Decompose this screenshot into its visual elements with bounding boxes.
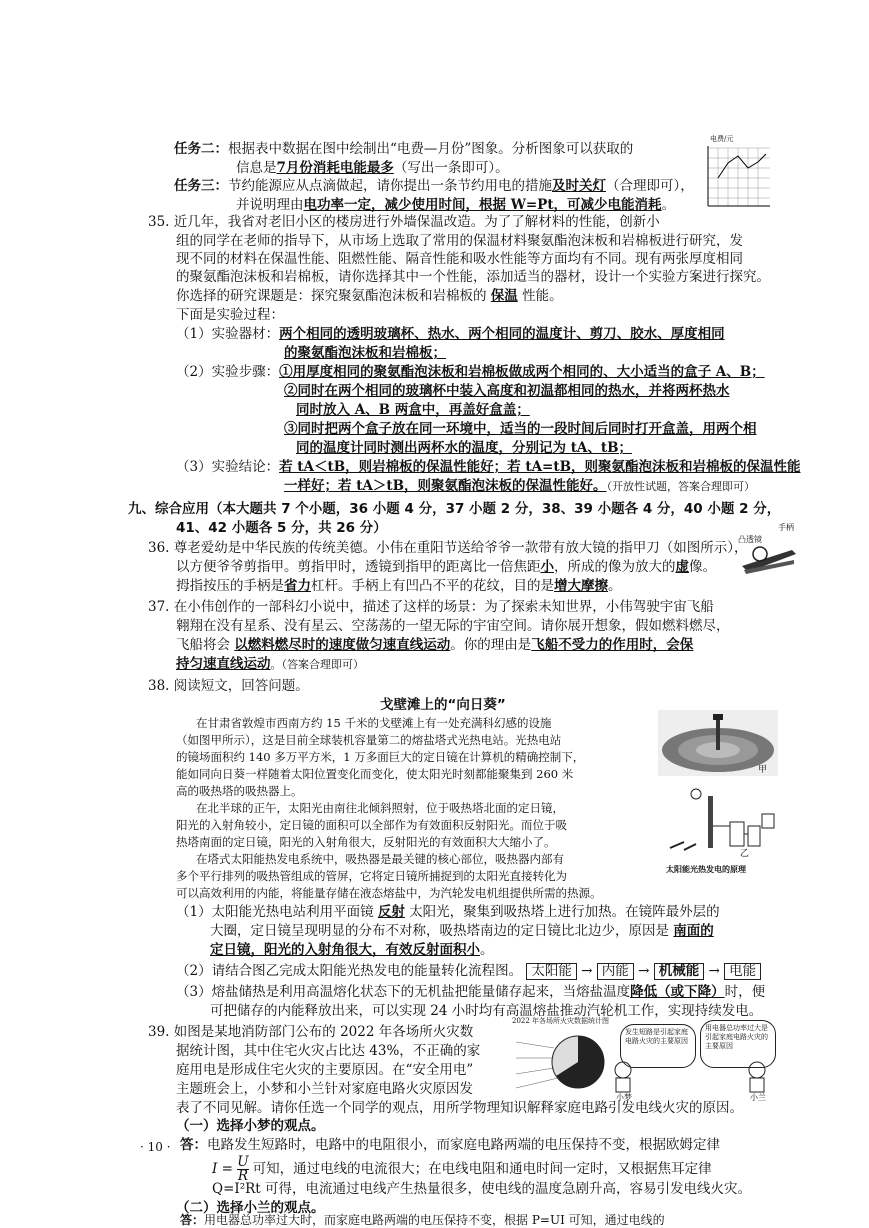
task2-text: 根据表中数据在图中绘制出“电费—月份”图象。分析图象可以获取的 bbox=[228, 141, 634, 157]
q38-article-line7: 阳光的入射角较小，定日镜的面积可以全部作为有效面积反射阳光。而位于吸 bbox=[176, 818, 567, 832]
q38-a1-end: 。 bbox=[480, 942, 494, 958]
page-number: · 10 · bbox=[140, 1140, 171, 1154]
q38-a3-text: （3）熔盐储热是利用高温熔化状态下的无机盐把能量储存起来，当熔盐温度 bbox=[176, 984, 631, 1000]
solar-thermal-icon bbox=[660, 786, 776, 866]
q35-p3-line2 bbox=[284, 477, 755, 496]
q38-number: 38. bbox=[148, 678, 170, 694]
q37-answer2: 飞船不受力的作用时，会保 bbox=[531, 637, 694, 653]
q35-p1-label: （1）实验器材： bbox=[176, 326, 280, 342]
fig-tag-a: 甲 bbox=[758, 765, 768, 775]
q38-a1-answer: 反射 bbox=[377, 904, 405, 920]
q39-answer2-line1 bbox=[180, 1214, 665, 1227]
flow-step-3: 机械能 bbox=[654, 963, 705, 980]
q36-text2: 以方便爷爷剪指甲。剪指甲时，透镜到指甲的距离比一倍焦距 bbox=[176, 559, 541, 575]
q39-answer2-label: 答： bbox=[180, 1213, 205, 1227]
q39-option2: （二）选择小兰的观点。 bbox=[176, 1200, 325, 1216]
q38-a2-text: （2）请结合图乙完成太阳能光热发电的能量转化流程图。 bbox=[176, 963, 523, 979]
q38-a1-line2 bbox=[210, 922, 714, 940]
xiaomeng-avatar bbox=[608, 1060, 638, 1094]
q35-p3-line1 bbox=[176, 458, 801, 476]
q38-article-line8: 热塔南面的定日镜，阳光的入射角很大，反射阳光的有效面积大大缩小了。 bbox=[176, 835, 556, 849]
q36-text2c: 像。 bbox=[689, 559, 716, 575]
q35-text1: 近几年，我省对老旧小区的楼房进行外墙保温改造。为了了解材料的性能，创新小 bbox=[173, 214, 660, 230]
q39-line5: 表了不同见解。请你任选一个同学的观点，用所学物理知识解释家庭电路引发电线火灾的原因。 bbox=[176, 1100, 743, 1116]
q36-text2b: ，所成的像为放大的 bbox=[554, 559, 676, 575]
q39-answer1-text1: 电路发生短路时，电路中的电阻很小，而家庭电路两端的电压保持不变，根据欧姆定律 bbox=[207, 1137, 720, 1153]
q39-line2: 据统计图，其中住宅火灾占比达 43%，不正确的家 bbox=[176, 1043, 481, 1059]
q35-line3: 现不同的材料在保温性能、阻燃性能、隔音性能和吸水性能等方面均有不同。现有两张厚度相同 bbox=[176, 251, 743, 267]
q36-text3: 拇指按压的手柄是 bbox=[176, 578, 284, 594]
task3-hint: （合理即可）， bbox=[606, 178, 694, 194]
q39-answer1-line1 bbox=[180, 1136, 720, 1154]
q39-answer2-text1: 用电器总功率过大时，而家庭电路两端的电压保持不变，根据 P=UI 可知，通过电线的 bbox=[204, 1213, 665, 1227]
q36-line1 bbox=[148, 539, 748, 557]
q39-line4: 主题班会上，小梦和小兰针对家庭电路火灾原因发 bbox=[176, 1081, 473, 1097]
flow-step-4: 电能 bbox=[724, 963, 761, 980]
q37-line1 bbox=[148, 598, 714, 616]
q38-a1-text3: 大圈，定日镜呈现明显的分布不对称，吸热塔南边的定日镜比北边少，原因是 bbox=[210, 923, 669, 939]
q35-p2-answer-c: 同时放入 A、B 两盒中，再盖好盒盖； bbox=[296, 402, 530, 418]
q35-p1-answer-a: 两个相同的透明玻璃杯、热水、两个相同的温度计、剪刀、胶水、厚度相同 bbox=[279, 326, 725, 342]
q36-text3b: 杠杆。手柄上有凹凸不平的花纹，目的是 bbox=[311, 578, 554, 594]
q38-article-line5: 高的吸热塔的吸热器上。 bbox=[176, 784, 303, 798]
q35-p2-answer-d: ③同时把两个盒子放在同一环境中，适当的一段时间后同时打开盒盖，用两个相 bbox=[284, 421, 757, 437]
q38-a1-answer2: 南面的 bbox=[673, 923, 714, 939]
q39-option1: （一）选择小梦的观点。 bbox=[176, 1118, 325, 1134]
task3-answer: 及时关灯 bbox=[552, 178, 606, 194]
q35-p3-note: （开放性试题，答案合理即可） bbox=[606, 480, 756, 493]
q38-a1-line3 bbox=[210, 941, 494, 959]
chart-ylabel: 电费/元 bbox=[710, 135, 734, 143]
q37-answer3: 持匀速直线运动 bbox=[176, 656, 271, 672]
section9-heading-2: 41、42 小题各 5 分，共 26 分） bbox=[176, 520, 387, 536]
task3-end: 。 bbox=[661, 197, 676, 213]
task3-reason-label: 并说明理由 bbox=[236, 197, 304, 213]
q38-a1-answer3: 定日镜，阳光的入射角很大，有效反射面积小 bbox=[210, 942, 480, 958]
q38-intro: 阅读短文，回答问题。 bbox=[173, 678, 309, 694]
q39-line3: 庭用电是形成住宅火灾的主要原因。在“安全用电” bbox=[176, 1062, 474, 1078]
heliostat-field-figure bbox=[658, 710, 778, 776]
q36-answer2: 虚 bbox=[675, 559, 689, 575]
task2-line2 bbox=[236, 159, 509, 177]
q37-answer1: 以燃料燃尽时的速度做匀速直线运动 bbox=[234, 637, 451, 653]
task3-reason: 电功率一定，减少使用时间，根据 W=Pt，可减少电能消耗 bbox=[303, 197, 662, 213]
q39-number: 39. bbox=[148, 1024, 170, 1040]
q38-a3-text2: 时，便 bbox=[724, 984, 766, 1000]
fig-label-handle: 手柄 bbox=[778, 523, 794, 532]
q38-article-line9: 在塔式太阳能热发电系统中，吸热器是最关键的核心部位，吸热器内部有 bbox=[196, 852, 564, 866]
q38-article-line3: 的镜场面积约 140 多万平方米，1 万多面巨大的定日镜在计算机的精确控制下， bbox=[176, 750, 585, 764]
task2-label: 任务二： bbox=[174, 141, 228, 157]
q38-a2-line: （2）请结合图乙完成太阳能光热发电的能量转化流程图。 太阳能 → 内能 → 机械能 → 电能 bbox=[176, 962, 761, 980]
flow-step-1: 太阳能 bbox=[526, 963, 577, 980]
q35-number: 35. bbox=[148, 214, 170, 230]
electricity-chart bbox=[700, 135, 772, 210]
q35-p2-answer-e: 同的温度计同时测出两杯水的温度，分别记为 tA、tB； bbox=[296, 440, 633, 456]
q36-answer3: 省力 bbox=[284, 578, 311, 594]
q39-answer1-line2 bbox=[212, 1156, 712, 1183]
fire-chart-title: 2022 年各场所火灾数据统计图 bbox=[512, 1017, 610, 1025]
q36-line3 bbox=[176, 577, 622, 595]
speech-bubble-1: 发生短路是引起家庭电路火灾的主要原因 bbox=[620, 1024, 696, 1068]
task2-hint: （写出一条即可）。 bbox=[393, 160, 509, 176]
xiaolan-avatar bbox=[742, 1060, 772, 1094]
q38-a3-line1 bbox=[176, 983, 765, 1001]
flow-step-2: 内能 bbox=[597, 963, 634, 980]
q35-p3-answer-a: 若 tA＜tB，则岩棉板的保温性能好；若 tA=tB，则聚氨酯泡沫板和岩棉板的保温性能 bbox=[279, 459, 801, 475]
q37-line3 bbox=[176, 636, 693, 654]
nail-clipper-figure bbox=[738, 523, 800, 578]
q35-p3-answer-b: 一样好；若 tA＞tB，则聚氨酯泡沫板的保温性能好。 bbox=[284, 478, 607, 494]
q38-article-line4: 能如同向日葵一样随着太阳位置变化而变化，使太阳光时刻都能聚集到 260 米 bbox=[176, 767, 574, 781]
chart-grid bbox=[700, 138, 772, 210]
task2-line1 bbox=[174, 140, 633, 158]
q39-answer1-label: 答： bbox=[180, 1137, 207, 1153]
q38-a3-answer: 降低（或下降） bbox=[630, 984, 725, 1000]
q39-answer1-line3: Q=I²Rt 可得，电流通过电线产生热量很多，使电线的温度急剧升高，容易引发电线火灾。 bbox=[212, 1181, 752, 1197]
q36-answer4: 增大摩擦 bbox=[554, 578, 608, 594]
q36-line2 bbox=[176, 558, 716, 576]
q35-line6: 下面是实验过程： bbox=[176, 307, 284, 323]
q35-p1-line1 bbox=[176, 325, 725, 343]
q38-article-line2: （如图甲所示），这是目前全球装机容量第二的熔盐塔式光热电站。光热电站 bbox=[176, 733, 562, 747]
task3-line1 bbox=[174, 177, 694, 195]
q37-text3b: 。你的理由是 bbox=[450, 637, 532, 653]
q38-a3-line2: 可把储存的内能释放出来，可以实现 24 小时均有高温熔盐推动汽轮机工作，实现持续发电。 bbox=[210, 1003, 763, 1019]
fig-tag-b: 乙 bbox=[740, 849, 750, 859]
q35-p2-line1 bbox=[176, 363, 765, 381]
task3-text: 节约能源应从点滴做起，请你提出一条节约用电的措施 bbox=[228, 178, 552, 194]
q35-line5 bbox=[176, 287, 563, 305]
q35-p2-answer-b: ②同时在两个相同的玻璃杯中装入高度和初温都相同的热水，并将两杯热水 bbox=[284, 383, 730, 399]
q35-topic-answer: 保温 bbox=[490, 288, 518, 304]
ohm-formula: I = $\frac{U}{R}$ bbox=[212, 1154, 249, 1184]
q37-note: 。（答案合理即可） bbox=[270, 658, 364, 671]
q36-text1: 尊老爱幼是中华民族的传统美德。小伟在重阳节送给爷爷一款带有放大镜的指甲刀（如图所示）， bbox=[173, 540, 748, 556]
fire-statistics-figure bbox=[508, 1018, 778, 1100]
task3-label: 任务三： bbox=[174, 178, 228, 194]
solar-thermal-diagram bbox=[660, 786, 776, 882]
name-xiaomeng: 小梦 bbox=[616, 1093, 632, 1102]
fire-pie-chart bbox=[508, 1028, 608, 1100]
q35-topic-end: 性能。 bbox=[522, 288, 563, 304]
q35-p2-answer-a: ①用厚度相同的聚氨酯泡沫板和岩棉板做成两个相同的、大小适当的盒子 A、B； bbox=[279, 364, 765, 380]
q35-p1-answer-b: 的聚氨酯泡沫板和岩棉板； bbox=[284, 345, 446, 361]
fig-label-lens: 凸透镜 bbox=[738, 535, 762, 544]
q35-topic-label: 你选择的研究课题是：探究聚氨酯泡沫板和岩棉板的 bbox=[176, 288, 487, 304]
q39-line1 bbox=[148, 1023, 473, 1041]
q37-text3: 飞船将会 bbox=[176, 637, 230, 653]
q37-line2: 翱翔在没有星系、没有星云、空荡荡的一望无际的宇宙空间。请你展开想象，假如燃料燃尽， bbox=[176, 618, 730, 634]
q38-article-title: 戈壁滩上的“向日葵” bbox=[380, 697, 506, 713]
q37-line4 bbox=[176, 655, 364, 674]
q38-a1-line1 bbox=[176, 903, 720, 921]
q38-article-line10: 多个平行排列的吸热管组成的管屏，它将定日镜所捕捉到的太阳光直接转化为 bbox=[176, 869, 567, 883]
q36-number: 36. bbox=[148, 540, 170, 556]
task2-answer: 7月份消耗电能最多 bbox=[276, 160, 394, 176]
q35-line4: 的聚氨酯泡沫板和岩棉板，请你选择其中一个性能，添加适当的器材，设计一个实验方案进行探究。 bbox=[176, 269, 770, 285]
q36-text3c: 。 bbox=[608, 578, 622, 594]
section9-heading: 九、综合应用（本大题共 7 个小题，36 小题 4 分，37 小题 2 分，38、39 小题各 4 分，40 小题 2 分， bbox=[128, 501, 781, 517]
q38-article-line1: 在甘肃省敦煌市西南方约 15 千米的戈壁滩上有一处充满科幻感的设施 bbox=[196, 716, 552, 730]
q35-line2: 组的同学在老师的指导下，从市场上选取了常用的保温材料聚氨酯泡沫板和岩棉板进行研究，发 bbox=[176, 233, 743, 249]
task2-info-label: 信息是 bbox=[236, 160, 277, 176]
name-xiaolan: 小兰 bbox=[750, 1093, 766, 1102]
fig-caption: 太阳能光热发电的原理 bbox=[666, 864, 746, 874]
q36-answer1: 小 bbox=[540, 559, 554, 575]
task3-line2 bbox=[236, 196, 675, 214]
q35-line1 bbox=[148, 213, 660, 231]
q38-article-line6: 在北半球的正午，太阳光由南往北倾斜照射，位于吸热塔北面的定日镜， bbox=[196, 801, 564, 815]
q39-answer1-text2: 可知，通过电线的电流很大；在电线电阻和通电时间一定时，又根据焦耳定律 bbox=[252, 1161, 712, 1177]
q38-article-line11: 可以高效利用的内能，将能量存储在液态熔盐中，为汽轮发电机组提供所需的热源。 bbox=[176, 886, 602, 900]
q38-line1 bbox=[148, 677, 309, 695]
q38-a1-text2: 太阳光，聚集到吸热塔上进行加热。在镜阵最外层的 bbox=[409, 904, 720, 920]
q39-text1: 如图是某地消防部门公布的 2022 年各场所火灾数 bbox=[173, 1024, 474, 1040]
q35-p2-label: （2）实验步骤： bbox=[176, 364, 280, 380]
q37-number: 37. bbox=[148, 599, 170, 615]
q38-a1-text: （1）太阳能光热电站利用平面镜 bbox=[176, 904, 374, 920]
speech-bubble-2: 用电器总功率过大是引起家庭电路火灾的主要原因 bbox=[700, 1020, 776, 1068]
q37-text1: 在小伟创作的一部科幻小说中，描述了这样的场景：为了探索未知世界，小伟驾驶宇宙飞船 bbox=[173, 599, 714, 615]
q35-p3-label: （3）实验结论： bbox=[176, 459, 280, 475]
